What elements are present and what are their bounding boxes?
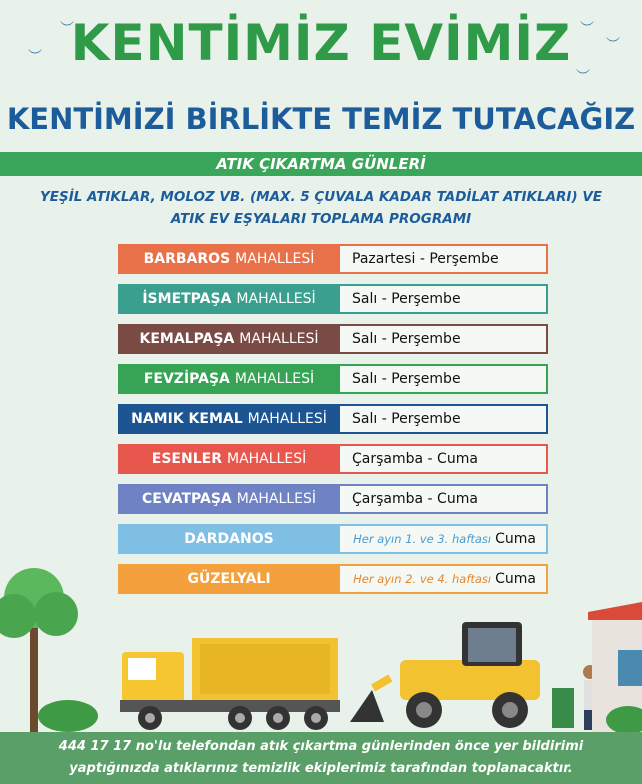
neighborhood-label: BARBAROS <box>143 251 231 267</box>
footer-line: yaptığınızda atıklarınız temizlik ekiplerimiz tarafından toplanacaktır. <box>69 761 573 776</box>
footer-line: 444 17 17 no'lu telefondan atık çıkartma günlerinden önce yer bildirimi <box>58 739 584 754</box>
neighborhood-suffix: MAHALLESİ <box>236 291 316 307</box>
schedule-row <box>118 444 548 474</box>
page-subtitle: KENTİMİZİ BİRLİKTE TEMİZ TUTACAĞIZ <box>6 102 636 136</box>
days-label: Cuma <box>495 531 536 547</box>
collection-days <box>340 284 548 314</box>
neighborhood-suffix: MAHALLESİ <box>239 331 319 347</box>
neighborhood-name <box>118 364 340 394</box>
collection-days <box>340 404 548 434</box>
collection-days <box>340 484 548 514</box>
neighborhood-suffix: MAHALLESİ <box>236 491 316 507</box>
description-line: ATIK EV EŞYALARI TOPLAMA PROGRAMI <box>170 211 472 227</box>
schedule-row <box>118 524 548 554</box>
neighborhood-suffix: MAHALLESİ <box>226 451 307 467</box>
neighborhood-name <box>118 484 340 514</box>
neighborhood-label: NAMIK KEMAL <box>131 411 243 427</box>
schedule-row <box>118 284 548 314</box>
neighborhood-label: DARDANOS <box>184 531 274 547</box>
building-icon <box>588 602 642 732</box>
neighborhood-name <box>118 404 340 434</box>
collection-days <box>340 524 548 554</box>
wheel-loader-icon <box>350 622 540 728</box>
days-label: Pazartesi - Perşembe <box>352 251 499 267</box>
illustration-scene <box>0 560 642 732</box>
description-line: YEŞİL ATIKLAR, MOLOZ VB. (MAX. 5 ÇUVALA KADAR TADİLAT ATIKLARI) VE <box>40 189 602 205</box>
neighborhood-name <box>118 524 340 554</box>
collection-days <box>340 324 548 354</box>
neighborhood-label: GÜZELYALI <box>187 571 271 587</box>
days-label: Salı - Perşembe <box>352 411 461 427</box>
neighborhood-name <box>118 324 340 354</box>
schedule-row <box>118 484 548 514</box>
neighborhood-suffix: MAHALLESİ <box>235 251 315 267</box>
program-description <box>20 186 622 230</box>
neighborhood-name <box>118 244 340 274</box>
days-label: Çarşamba - Cuma <box>352 451 478 467</box>
neighborhood-suffix: MAHALLESİ <box>234 371 315 387</box>
days-label: Salı - Perşembe <box>352 371 461 387</box>
bird-icon: ︶ <box>28 49 42 65</box>
days-label: Salı - Perşembe <box>352 291 461 307</box>
footer-note <box>0 732 642 784</box>
frequency-note: Her ayın 2. ve 4. haftası <box>353 572 492 586</box>
neighborhood-label: ESENLER <box>151 451 222 467</box>
schedule-row <box>118 324 548 354</box>
days-label: Salı - Perşembe <box>352 331 461 347</box>
bush-icon <box>38 700 98 732</box>
collection-days <box>340 244 548 274</box>
neighborhood-suffix: MAHALLESİ <box>247 411 327 427</box>
bird-icon: ︶ <box>580 21 594 37</box>
neighborhood-label: KEMALPAŞA <box>139 331 235 347</box>
bird-icon: ︶ <box>60 21 74 37</box>
frequency-note: Her ayın 1. ve 3. haftası <box>353 532 492 546</box>
neighborhood-label: CEVATPAŞA <box>142 491 232 507</box>
schedule-row <box>118 404 548 434</box>
dump-truck-icon <box>120 638 340 730</box>
neighborhood-name <box>118 444 340 474</box>
neighborhood-label: FEVZİPAŞA <box>143 371 230 387</box>
schedule-row <box>118 244 548 274</box>
neighborhood-label: İSMETPAŞA <box>142 291 232 307</box>
days-label: Cuma <box>495 571 536 587</box>
neighborhood-name <box>118 284 340 314</box>
collection-days <box>340 364 548 394</box>
collection-days <box>340 444 548 474</box>
section-banner: ATIK ÇIKARTMA GÜNLERİ <box>0 152 642 176</box>
schedule-row <box>118 364 548 394</box>
trash-bin-icon <box>552 688 574 728</box>
bird-icon: ︶ <box>576 69 590 85</box>
page-title: KENTİMİZ EVİMİZ <box>70 14 572 72</box>
bird-icon: ︶ <box>606 37 620 53</box>
days-label: Çarşamba - Cuma <box>352 491 478 507</box>
